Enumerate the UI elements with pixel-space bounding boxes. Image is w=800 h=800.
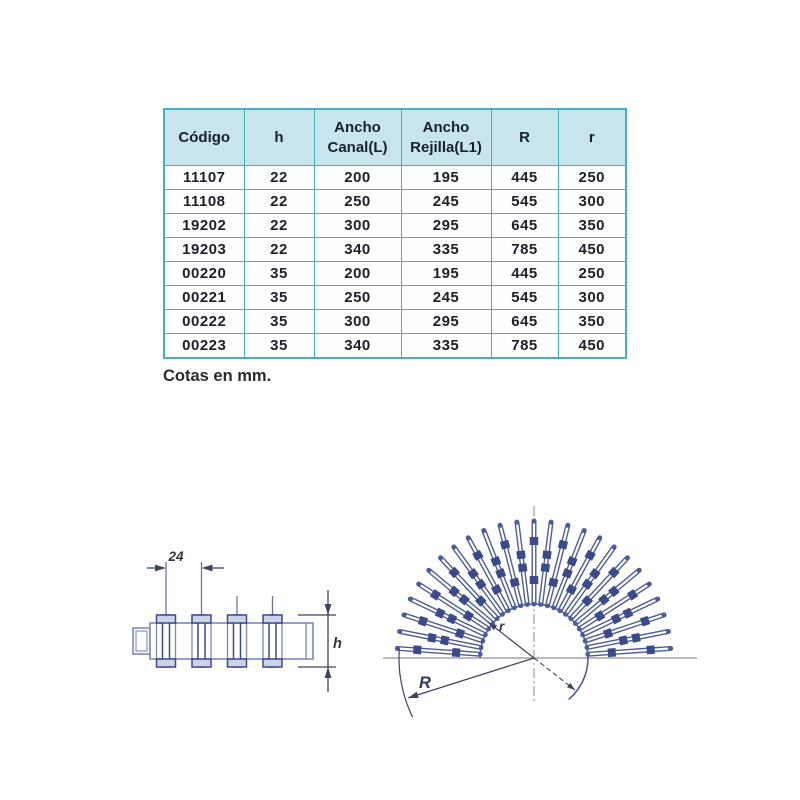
col-header-ancho-canal — [314, 109, 401, 166]
header-line: Rejilla(L1) — [410, 138, 482, 156]
table-cell: 295 — [401, 214, 491, 238]
table-cell: 22 — [244, 166, 314, 190]
header-line: Ancho — [334, 119, 381, 136]
table-cell: 445 — [491, 262, 558, 286]
table-cell: 300 — [314, 310, 401, 334]
header-line: Canal(L) — [327, 138, 388, 156]
table-cell: 545 — [491, 190, 558, 214]
table-cell: 00223 — [164, 334, 244, 359]
profile-drawing — [120, 540, 360, 700]
table-row — [164, 286, 626, 310]
table-cell: 35 — [244, 310, 314, 334]
table-row — [164, 214, 626, 238]
fan-drawing — [375, 490, 705, 740]
table-row — [164, 190, 626, 214]
table-cell: 35 — [244, 286, 314, 310]
table-row — [164, 238, 626, 262]
grating-body — [133, 623, 313, 659]
header-row — [164, 109, 626, 166]
table-cell: 250 — [314, 190, 401, 214]
col-header-codigo — [164, 109, 244, 166]
outer-radius-label: R — [419, 674, 431, 692]
table-cell: 445 — [491, 166, 558, 190]
pitch-dimension-label: 24 — [168, 549, 184, 564]
table-cell: 295 — [401, 310, 491, 334]
table-cell: 300 — [558, 190, 626, 214]
product-spec-table — [163, 108, 627, 359]
table-cell: 785 — [491, 334, 558, 359]
col-header-ancho-rejilla — [401, 109, 491, 166]
table-cell: 335 — [401, 334, 491, 359]
table-cell: 200 — [314, 166, 401, 190]
table-row — [164, 262, 626, 286]
table-cell: 340 — [314, 238, 401, 262]
table-cell: 245 — [401, 286, 491, 310]
table-row — [164, 334, 626, 359]
units-caption: Cotas en mm. — [163, 367, 272, 385]
table-cell: 450 — [558, 238, 626, 262]
table-cell: 11108 — [164, 190, 244, 214]
table-cell: 22 — [244, 190, 314, 214]
header-line: Código — [178, 128, 231, 146]
table-cell: 350 — [558, 214, 626, 238]
table-cell: 19202 — [164, 214, 244, 238]
table-cell: 350 — [558, 310, 626, 334]
table-cell: 11107 — [164, 166, 244, 190]
header-line: R — [519, 128, 530, 146]
header-line: r — [588, 128, 595, 146]
table-cell: 245 — [401, 190, 491, 214]
table-cell: 35 — [244, 334, 314, 359]
col-header-h — [244, 109, 314, 166]
table-row — [164, 166, 626, 190]
table-cell: 645 — [491, 310, 558, 334]
table-cell: 545 — [491, 286, 558, 310]
table-cell: 250 — [558, 262, 626, 286]
table-row — [164, 310, 626, 334]
table-cell: 35 — [244, 262, 314, 286]
table-cell: 340 — [314, 334, 401, 359]
table-cell: 19203 — [164, 238, 244, 262]
col-header-r — [558, 109, 626, 166]
table-cell: 335 — [401, 238, 491, 262]
inner-radius-label: r — [499, 619, 505, 634]
header-line: h — [274, 128, 284, 146]
table-cell: 00220 — [164, 262, 244, 286]
header-line: Ancho — [422, 119, 470, 136]
table-cell: 195 — [401, 166, 491, 190]
table-cell: 785 — [491, 238, 558, 262]
table-cell: 250 — [558, 166, 626, 190]
table-cell: 195 — [401, 262, 491, 286]
table-cell: 00221 — [164, 286, 244, 310]
table-cell: 450 — [558, 334, 626, 359]
height-dimension-label: h — [333, 636, 342, 652]
pitch-dimension — [147, 565, 224, 572]
table-cell: 645 — [491, 214, 558, 238]
col-header-R — [491, 109, 558, 166]
table-body — [164, 166, 626, 359]
table-cell: 22 — [244, 214, 314, 238]
table-cell: 200 — [314, 262, 401, 286]
table-cell: 250 — [314, 286, 401, 310]
table-cell: 22 — [244, 238, 314, 262]
table-header — [164, 109, 626, 166]
table-cell: 300 — [314, 214, 401, 238]
table-cell: 300 — [558, 286, 626, 310]
table-cell: 00222 — [164, 310, 244, 334]
